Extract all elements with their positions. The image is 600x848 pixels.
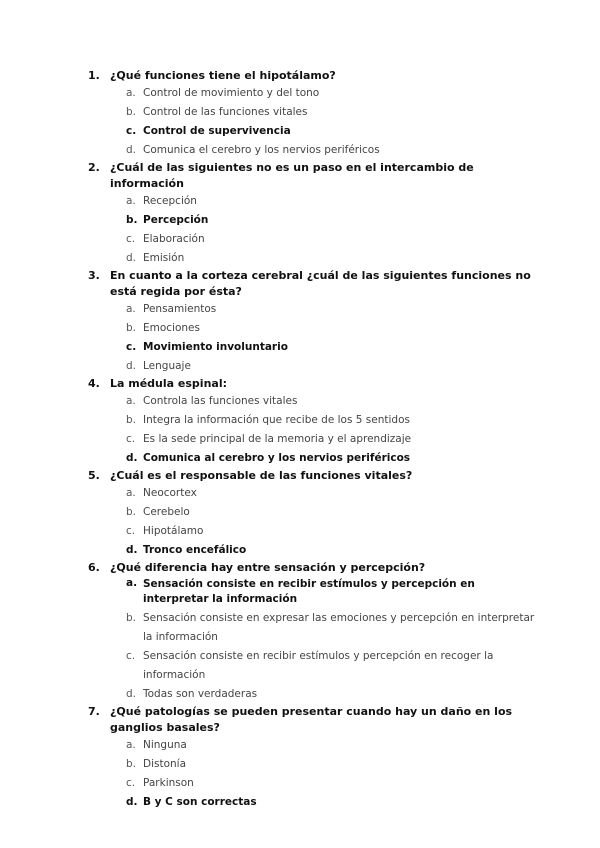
option-letter: c. bbox=[126, 777, 136, 789]
question-4 bbox=[0, 376, 600, 392]
option-text: Recepción bbox=[143, 195, 197, 207]
option-letter: d. bbox=[126, 452, 138, 464]
option-7-c bbox=[0, 774, 600, 793]
option-text: Emisión bbox=[143, 252, 185, 264]
option-text: Neocortex bbox=[143, 487, 197, 499]
option-3-c bbox=[0, 338, 600, 357]
option-5-b bbox=[0, 503, 600, 522]
question-text: ¿Cuál de las siguientes no es un paso en el intercambio de información bbox=[110, 161, 474, 190]
question-text: En cuanto a la corteza cerebral ¿cuál de las siguientes funciones no está regida por ésta? bbox=[110, 269, 531, 298]
option-letter: d. bbox=[126, 252, 137, 264]
option-text: Comunica al cerebro y los nervios periféricos bbox=[143, 452, 411, 464]
option-text: Ninguna bbox=[143, 739, 187, 751]
option-letter: b. bbox=[126, 414, 137, 426]
option-text: Sensación consiste en recibir estímulos y percepción en recoger la información bbox=[143, 650, 494, 681]
option-text: Percepción bbox=[143, 214, 209, 226]
option-letter: c. bbox=[126, 341, 137, 353]
question-number: 3. bbox=[88, 269, 100, 282]
option-text: B y C son correctas bbox=[143, 796, 257, 808]
question-2 bbox=[0, 160, 600, 192]
option-5-c bbox=[0, 522, 600, 541]
option-text: Controla las funciones vitales bbox=[143, 395, 298, 407]
option-text: Movimiento involuntario bbox=[143, 341, 288, 353]
question-number: 5. bbox=[88, 469, 100, 482]
option-text: Distonía bbox=[143, 758, 187, 770]
option-letter: a. bbox=[126, 195, 136, 207]
option-4-d bbox=[0, 449, 600, 468]
option-letter: d. bbox=[126, 796, 138, 808]
option-6-b bbox=[0, 609, 600, 647]
option-letter: b. bbox=[126, 106, 137, 118]
option-4-a bbox=[0, 392, 600, 411]
option-letter: c. bbox=[126, 525, 136, 537]
option-6-c bbox=[0, 647, 600, 685]
option-letter: b. bbox=[126, 506, 137, 518]
option-letter: a. bbox=[126, 739, 136, 751]
option-letter: c. bbox=[126, 433, 136, 445]
option-4-b bbox=[0, 411, 600, 430]
option-text: Control de supervivencia bbox=[143, 125, 291, 137]
option-3-a bbox=[0, 300, 600, 319]
option-text: Control de las funciones vitales bbox=[143, 106, 308, 118]
question-number: 4. bbox=[88, 377, 100, 390]
option-text: Elaboración bbox=[143, 233, 205, 245]
quiz-document bbox=[0, 68, 600, 812]
option-6-a bbox=[0, 576, 600, 609]
question-7 bbox=[0, 704, 600, 736]
question-text: ¿Qué funciones tiene el hipotálamo? bbox=[110, 69, 336, 82]
option-text: Todas son verdaderas bbox=[143, 688, 258, 700]
question-5 bbox=[0, 468, 600, 484]
option-text: Hipotálamo bbox=[143, 525, 204, 537]
option-letter: c. bbox=[126, 125, 137, 137]
question-3 bbox=[0, 268, 600, 300]
option-2-d bbox=[0, 249, 600, 268]
option-letter: a. bbox=[126, 487, 136, 499]
option-3-b bbox=[0, 319, 600, 338]
option-letter: b. bbox=[126, 612, 137, 624]
option-letter: a. bbox=[126, 577, 138, 589]
option-3-d bbox=[0, 357, 600, 376]
question-number: 1. bbox=[88, 69, 100, 82]
question-text: La médula espinal: bbox=[110, 377, 227, 390]
option-7-d bbox=[0, 793, 600, 812]
option-letter: a. bbox=[126, 87, 136, 99]
question-text: ¿Qué patologías se pueden presentar cuando hay un daño en los ganglios basales? bbox=[110, 705, 513, 734]
option-text: Tronco encefálico bbox=[143, 544, 247, 556]
option-letter: a. bbox=[126, 395, 136, 407]
question-text: ¿Cuál es el responsable de las funciones vitales? bbox=[110, 469, 413, 482]
option-text: Cerebelo bbox=[143, 506, 190, 518]
option-letter: d. bbox=[126, 360, 137, 372]
question-6 bbox=[0, 560, 600, 576]
option-6-d bbox=[0, 685, 600, 704]
option-letter: c. bbox=[126, 650, 136, 662]
option-7-b bbox=[0, 755, 600, 774]
option-text: Lenguaje bbox=[143, 360, 191, 372]
option-letter: a. bbox=[126, 303, 136, 315]
option-text: Control de movimiento y del tono bbox=[143, 87, 320, 99]
option-letter: b. bbox=[126, 214, 138, 226]
question-number: 6. bbox=[88, 561, 100, 574]
option-text: Sensación consiste en expresar las emociones y percepción en interpretar la información bbox=[143, 612, 535, 643]
option-text: Parkinson bbox=[143, 777, 194, 789]
option-letter: b. bbox=[126, 322, 137, 334]
option-text: Sensación consiste en recibir estímulos y percepción en interpretar la información bbox=[143, 578, 475, 605]
question-number: 7. bbox=[88, 705, 100, 718]
option-1-d bbox=[0, 141, 600, 160]
option-letter: d. bbox=[126, 688, 137, 700]
option-letter: d. bbox=[126, 144, 137, 156]
option-text: Comunica el cerebro y los nervios periféricos bbox=[143, 144, 380, 156]
option-text: Emociones bbox=[143, 322, 200, 334]
option-1-c bbox=[0, 122, 600, 141]
option-text: Es la sede principal de la memoria y el aprendizaje bbox=[143, 433, 412, 445]
option-5-d bbox=[0, 541, 600, 560]
option-2-a bbox=[0, 192, 600, 211]
question-1 bbox=[0, 68, 600, 84]
option-text: Integra la información que recibe de los 5 sentidos bbox=[143, 414, 410, 426]
option-4-c bbox=[0, 430, 600, 449]
option-1-b bbox=[0, 103, 600, 122]
option-5-a bbox=[0, 484, 600, 503]
question-text: ¿Qué diferencia hay entre sensación y percepción? bbox=[110, 561, 426, 574]
option-2-c bbox=[0, 230, 600, 249]
option-letter: d. bbox=[126, 544, 138, 556]
question-number: 2. bbox=[88, 161, 100, 174]
option-2-b bbox=[0, 211, 600, 230]
option-1-a bbox=[0, 84, 600, 103]
option-text: Pensamientos bbox=[143, 303, 217, 315]
option-7-a bbox=[0, 736, 600, 755]
option-letter: b. bbox=[126, 758, 137, 770]
option-letter: c. bbox=[126, 233, 136, 245]
